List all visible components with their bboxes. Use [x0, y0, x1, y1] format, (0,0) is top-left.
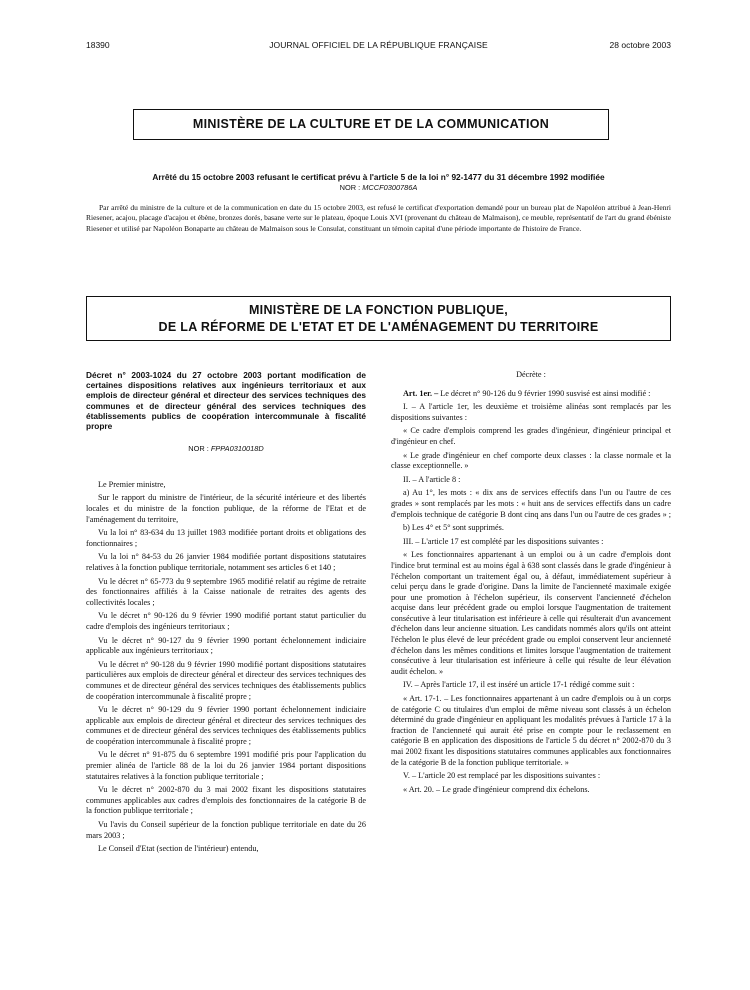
- visa-paragraph: Vu le décret n° 90-127 du 9 février 1990 portant échelonnement indiciaire applicable aux ingénieurs territoriaux ;: [86, 635, 366, 656]
- decret-nor-value: FPPA0310018D: [210, 444, 264, 454]
- premier-ministre: Le Premier ministre,: [98, 479, 166, 489]
- visa-paragraph: Vu le décret n° 90-126 du 9 février 1990 modifié portant statut particulier du cadre d'emplois des ingénieurs territoriaux ;: [86, 611, 366, 631]
- journal-title: JOURNAL OFFICIEL DE LA RÉPUBLIQUE FRANÇAISE: [269, 40, 488, 50]
- visa-paragraph: Vu la loi n° 84-53 du 26 janvier 1984 modifiée portant dispositions statutaires relatives à la fonction publique territoriale, notamment ses articles 6 et 140 ;: [86, 552, 366, 572]
- arrete-nor-value: MCCF0300786A: [362, 183, 418, 192]
- visa-paragraph: Vu le décret n° 2002-870 du 3 mai 2002 fixant les dispositions statutaires communes applicables aux cadres d'emplois des fonctionnaires de la catégorie B de la fonction publique territoriale ;: [86, 785, 366, 816]
- visa-paragraph: Vu l'avis du Conseil supérieur de la fonction publique territoriale en date du 26 mars 2003 ;: [86, 820, 366, 840]
- article-paragraph: I. – A l'article 1er, les deuxième et troisième alinéas sont remplacés par les dispositions suivantes :: [391, 402, 671, 422]
- visa-paragraph: Le Conseil d'Etat (section de l'intérieur) entendu,: [98, 844, 259, 854]
- arrete-nor: [86, 183, 671, 192]
- ministry-culture-heading: MINISTÈRE DE LA CULTURE ET DE LA COMMUNICATION: [133, 109, 609, 140]
- article-paragraph: II. – A l'article 8 :: [403, 474, 461, 484]
- ministry-heading-line1: MINISTÈRE DE LA FONCTION PUBLIQUE,: [248, 303, 509, 317]
- visa-paragraph: Vu le décret n° 91-875 du 6 septembre 1991 modifié pris pour l'application du premier alinéa de l'article 88 de la loi du 26 janvier 1984 portant dispositions statutaires relatives à la fonction publique territoriale ;: [86, 750, 366, 781]
- decret-nor-label: NOR :: [188, 444, 209, 454]
- right-column: [391, 370, 671, 798]
- page-number: 18390: [86, 40, 110, 50]
- article-paragraph: « Les fonctionnaires appartenant à un emploi ou à un cadre d'emplois dont l'indice brut terminal est au moins égal à 638 sont classés dans le grade d'ingénieur à l'échelon comportant un traitement égal ou, à défaut, immédiatement supérieur à celui perçu dans le grade d'origine. Dans la limite de l'ancienneté maximale exigée pour une promotion à l'échelon supérieur, ils conservent l'ancienneté d'échelon acquise dans leur précédent grade ou emploi lorsque l'augmentation de traitement consécutive à leur titularisation est inférieure à celle qui résulterait d'un avancement d'échelon dans leur ancienne situation. Les candidats nommés alors qu'ils ont atteint l'échelon le plus élevé de leur précédent grade ou emploi conservent leur ancienneté d'échelon dans les mêmes conditions et limites lorsque l'augmentation de traitement consécutive à leur titularisation est inférieure à celle qui résulte de leur élévation audit échelon. »: [391, 550, 671, 676]
- visa-paragraph: Vu le décret n° 65-773 du 9 septembre 1965 modifié relatif au régime de retraite des fonctionnaires affiliés à la Caisse nationale de retraites des agents des collectivités locales ;: [86, 576, 366, 607]
- article-paragraph: V. – L'article 20 est remplacé par les dispositions suivantes :: [403, 771, 601, 781]
- article-paragraph: « Art. 20. – Le grade d'ingénieur comprend dix échelons.: [403, 784, 590, 794]
- article-paragraph: « Le grade d'ingénieur en chef comporte deux classes : la classe normale et la classe exceptionnelle. »: [391, 450, 671, 471]
- article-paragraph: III. – L'article 17 est complété par les dispositions suivantes :: [403, 536, 604, 546]
- visa-paragraph: Vu la loi n° 83-634 du 13 juillet 1983 modifiée portant droits et obligations des fonctionnaires ;: [86, 528, 366, 548]
- arrete-title: Arrêté du 15 octobre 2003 refusant le certificat prévu à l'article 5 de la loi n° 92-1477 du 31 décembre 1992 modifiée: [152, 172, 605, 182]
- decret-title: Décret n° 2003-1024 du 27 octobre 2003 portant modification de certaines dispositions relatives aux ingénieurs territoriaux et aux emplois de directeur général et directeur des services techniques des communes et de directeur général des services techniques des établissements publics de coopération intercommunale à fiscalité propre: [86, 370, 366, 432]
- article-paragraph: IV. – Après l'article 17, il est inséré un article 17-1 rédigé comme suit :: [403, 680, 635, 690]
- arrete-nor-label: NOR :: [339, 183, 361, 192]
- arrete-body: Par arrêté du ministre de la culture et de la communication en date du 15 octobre 2003, est refusé le certificat d'exportation demandé pour un bureau plat de Napoléon attribué à Jean-Henri Riesener, acajou, placage d'acajou et ébène, bronzes dorés, basane verte sur le plateau, époque Louis XVI (provenant du château de Malmaison), ce meuble, représentatif de l'art du grand ébéniste Riesener et utilisé par Napoléon Bonaparte au château de Malmaison sous le Consulat, constituant un témoin capital d'une période importante de l'histoire de France.: [86, 203, 671, 233]
- article-1-text: Le décret n° 90-126 du 9 février 1990 susvisé est ainsi modifié :: [440, 388, 651, 398]
- visa-list: [86, 493, 366, 854]
- article-paragraph: « Ce cadre d'emplois comprend les grades d'ingénieur, d'ingénieur principal et d'ingénieur en chef.: [391, 426, 671, 446]
- article-paragraph: « Art. 17-1. – Les fonctionnaires appartenant à un cadre d'emplois ou à un corps de catégorie C ou titulaires d'un emploi de même niveau sont classés à un échelon déterminé du grade d'ingénieur en appliquant les modalités prévues à l'article 17 à la fraction de l'ancienneté qui aurait été prise en compte pour le reclassement en catégorie B en application des dispositions de l'article 5 du décret n° 2002-870 du 3 mai 2002 fixant les dispositions statutaires communes applicables aux fonctionnaires de la catégorie B de la fonction publique territoriale. »: [391, 694, 671, 767]
- visa-paragraph: Sur le rapport du ministre de l'intérieur, de la sécurité intérieure et des libertés locales et du ministre de la fonction publique, de la réforme de l'Etat et de l'aménagement du territoire,: [86, 493, 366, 524]
- article-paragraph: a) Au 1°, les mots : « dix ans de services effectifs dans l'un ou l'autre de ces grades » sont remplacés par les mots : « huit ans de services effectifs dans un cadre d'emplois technique de catégorie B dont cinq ans dans l'un ou l'autre de ces grades » ;: [391, 488, 671, 519]
- article-paragraph: b) Les 4° et 5° sont supprimés.: [403, 523, 504, 533]
- ministry-fonction-publique-heading: [86, 296, 671, 341]
- decrete-heading: Décrète :: [516, 370, 546, 379]
- visa-paragraph: Vu le décret n° 90-128 du 9 février 1990 modifié portant dispositions statutaires particulières aux emplois de directeur général et directeur des services techniques des communes et de directeur général des services techniques des établissements publics de coopération intercommunale à fiscalité propre ;: [86, 659, 366, 701]
- left-column: [86, 370, 366, 858]
- visa-paragraph: Vu le décret n° 90-129 du 9 février 1990 portant échelonnement indiciaire applicable aux emplois de directeur général et directeur des services techniques des communes et de directeur général des services techniques des établissements publics de coopération intercommunale à fiscalité propre ;: [86, 705, 366, 746]
- decret-nor: [86, 444, 366, 455]
- ministry-heading-line2: DE LA RÉFORME DE L'ETAT ET DE L'AMÉNAGEMENT DU TERRITOIRE: [158, 320, 599, 334]
- article-1: [391, 389, 671, 400]
- issue-date: 28 octobre 2003: [609, 40, 671, 50]
- article-1-label: Art. 1er. –: [403, 388, 439, 398]
